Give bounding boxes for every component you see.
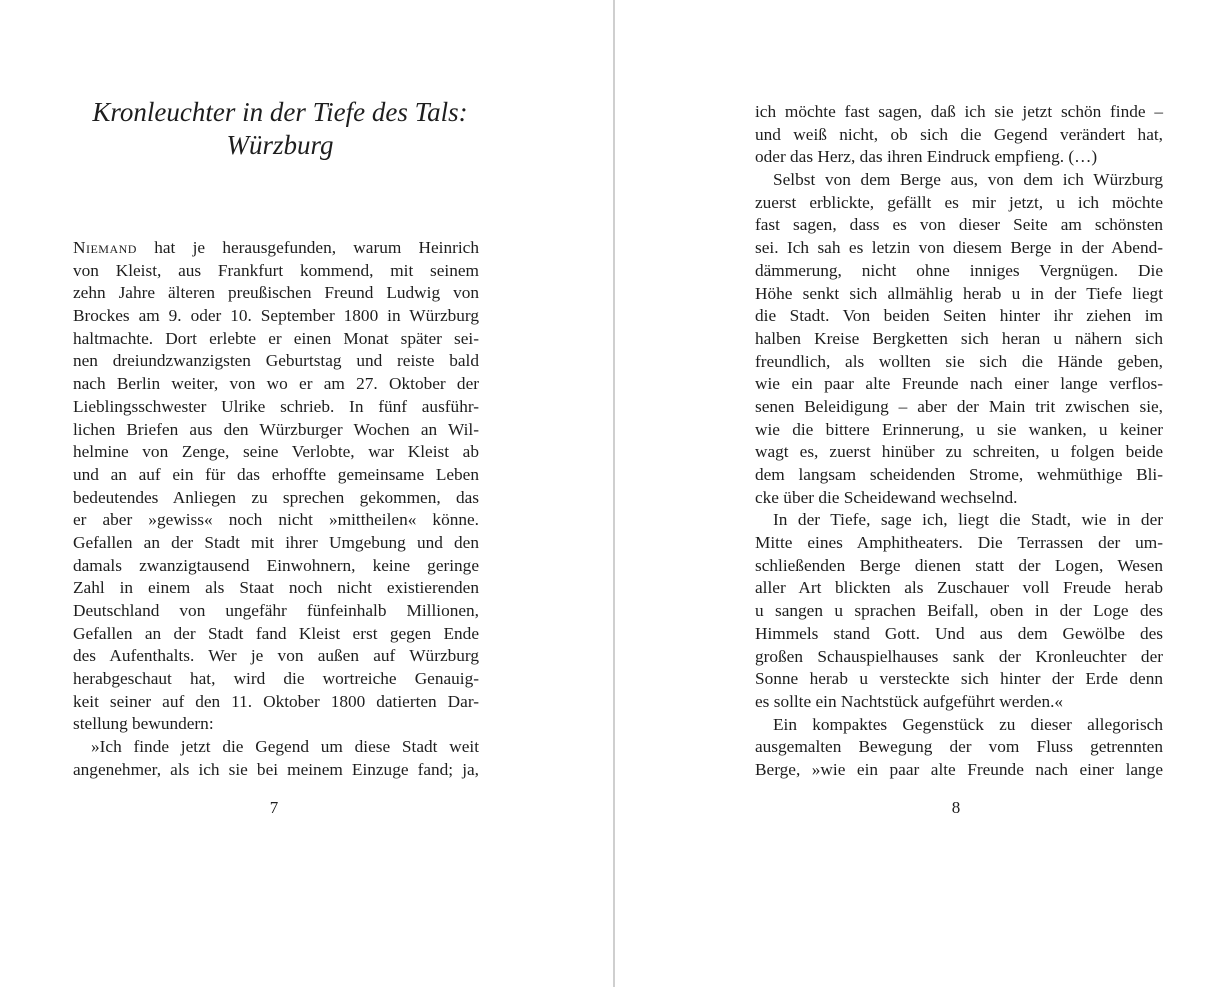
text-line: Mitte eines Amphitheaters. Die Terrassen der um- <box>755 533 1163 553</box>
text-line: Sonne herab u versteckte sich hinter der Erde denn <box>755 669 1163 689</box>
text-line: angenehmer, als ich sie bei meinem Einzuge fand; ja, <box>73 759 479 779</box>
text-line: Selbst von dem Berge aus, von dem ich Würzburg <box>773 170 1163 190</box>
text-line: In der Tiefe, sage ich, liegt die Stadt, wie in der <box>773 510 1163 530</box>
text-line: zuerst erblickte, gefällt es mir jetzt, u ich möchte <box>755 192 1163 212</box>
text-line: großen Schauspielhauses sank der Kronleuchter der <box>755 646 1163 666</box>
text-line: von Kleist, aus Frankfurt kommend, mit seinem <box>73 260 479 280</box>
text-line: des Aufenthalts. Wer je von außen auf Würzburg <box>73 646 479 666</box>
text-line: damals zwanzigtausend Einwohnern, keine geringe <box>73 555 479 575</box>
text-line: die Stadt. Von beiden Seiten hinter ihr ziehen im <box>755 306 1163 326</box>
text-line: stellung bewundern: <box>73 714 214 734</box>
text-line: fast sagen, dass es von dieser Seite am schönsten <box>755 215 1163 235</box>
text-line: wie ein paar alte Freunde nach einer lange verflos- <box>755 374 1163 394</box>
text-line: herabgeschaut hat, wird die wortreiche Genauig- <box>73 669 479 689</box>
text-line: senen Beleidigung – aber der Main trit zwischen sie, <box>755 396 1163 416</box>
text-line: nach Berlin weiter, von wo er am 27. Oktober der <box>73 374 479 394</box>
text-line: Gefallen an der Stadt mit ihrer Umgebung und den <box>73 532 479 552</box>
left-page <box>0 0 613 987</box>
text-line: Zahl in einem als Staat noch nicht existierenden <box>73 578 479 598</box>
text-line: und weiß nicht, ob sich die Gegend verändert hat, <box>755 124 1163 144</box>
text-line: keit seiner auf den 11. Oktober 1800 datierten Dar- <box>73 691 479 711</box>
text-line: Niemand hat je herausgefunden, warum Heinrich <box>73 238 479 257</box>
text-line: dämmerung, nicht ohne inniges Vergnügen. Die <box>755 260 1163 280</box>
text-line: Berge, »wie ein paar alte Freunde nach einer lange <box>755 759 1163 779</box>
text-line: nen dreiundzwanzigsten Geburtstag und reiste bald <box>73 351 479 371</box>
text-line: es sollte ein Nachtstück aufgeführt werden.« <box>755 691 1064 711</box>
chapter-title <box>60 96 500 162</box>
text-line: ausgemalten Bewegung der vom Fluss getrennten <box>755 737 1163 757</box>
text-line: Gefallen an der Stadt fand Kleist erst gegen Ende <box>73 623 479 643</box>
text-line: freundlich, als wollten sie sich die Hände geben, <box>755 351 1163 371</box>
text-line: Deutschland von ungefähr fünfeinhalb Millionen, <box>73 601 479 620</box>
text-line: »Ich finde jetzt die Gegend um diese Stadt weit <box>91 737 479 757</box>
text-line: er aber »gewiss« noch nicht »mittheilen« könne. <box>73 510 479 530</box>
text-line: wagt es, zuerst hinüber zu schreiten, u folgen beide <box>755 442 1163 462</box>
text-line: ich möchte fast sagen, daß ich sie jetzt schön finde – <box>755 102 1163 121</box>
chapter-title-line-2: Würzburg <box>226 130 334 160</box>
text-line: und an auf ein für das erhoffte gemeinsame Leben <box>73 464 479 484</box>
text-line: u sangen u sprachen Beifall, oben in der Loge des <box>755 601 1163 621</box>
chapter-title-line-1: Kronleuchter in der Tiefe des Tals: <box>92 97 468 127</box>
text-line: zehn Jahre älteren preußischen Freund Ludwig von <box>73 283 479 303</box>
text-line: helmine von Zenge, seine Verlobte, war Kleist ab <box>73 442 479 462</box>
text-line: Höhe senkt sich allmählig herab u in der Tiefe liegt <box>755 283 1163 303</box>
text-line: Himmels stand Gott. Und aus dem Gewölbe des <box>755 623 1163 643</box>
text-line: schließenden Berge dienen statt der Logen, Wesen <box>755 555 1163 575</box>
text-line: cke über die Scheidewand wechselnd. <box>755 487 1018 507</box>
text-line: halben Kreise Bergketten sich heran u nähern sich <box>755 328 1163 348</box>
text-line: dem langsam scheidenden Strome, wehmüthige Bli- <box>755 465 1163 484</box>
text-line: oder das Herz, das ihren Eindruck empfieng. (…) <box>755 147 1098 167</box>
text-line: wie die bittere Erinnerung, u sie wanken, u keiner <box>755 419 1163 439</box>
text-line: Ein kompaktes Gegenstück zu dieser allegorisch <box>773 714 1163 734</box>
opening-word: Niemand <box>73 238 137 257</box>
text-line: aller Art blickten als Zuschauer voll Freude herab <box>755 578 1163 598</box>
text-line: haltmachte. Dort erlebte er einen Monat später sei- <box>73 328 479 348</box>
right-body-text <box>755 101 1163 782</box>
text-line: sei. Ich sah es letzin von diesem Berge in der Abend- <box>755 238 1163 258</box>
text-line: Lieblingsschwester Ulrike schrieb. In fünf ausführ- <box>73 396 479 416</box>
text-line: lichen Briefen aus den Würzburger Wochen an Wil- <box>73 419 479 439</box>
page-number: 7 <box>269 798 279 817</box>
page-number: 8 <box>951 798 961 817</box>
left-body-text <box>73 237 479 782</box>
right-page <box>615 0 1229 987</box>
text-line: Brockes am 9. oder 10. September 1800 in Würzburg <box>73 306 479 326</box>
text-line: bedeutendes Anliegen zu sprechen gekommen, das <box>73 487 479 507</box>
